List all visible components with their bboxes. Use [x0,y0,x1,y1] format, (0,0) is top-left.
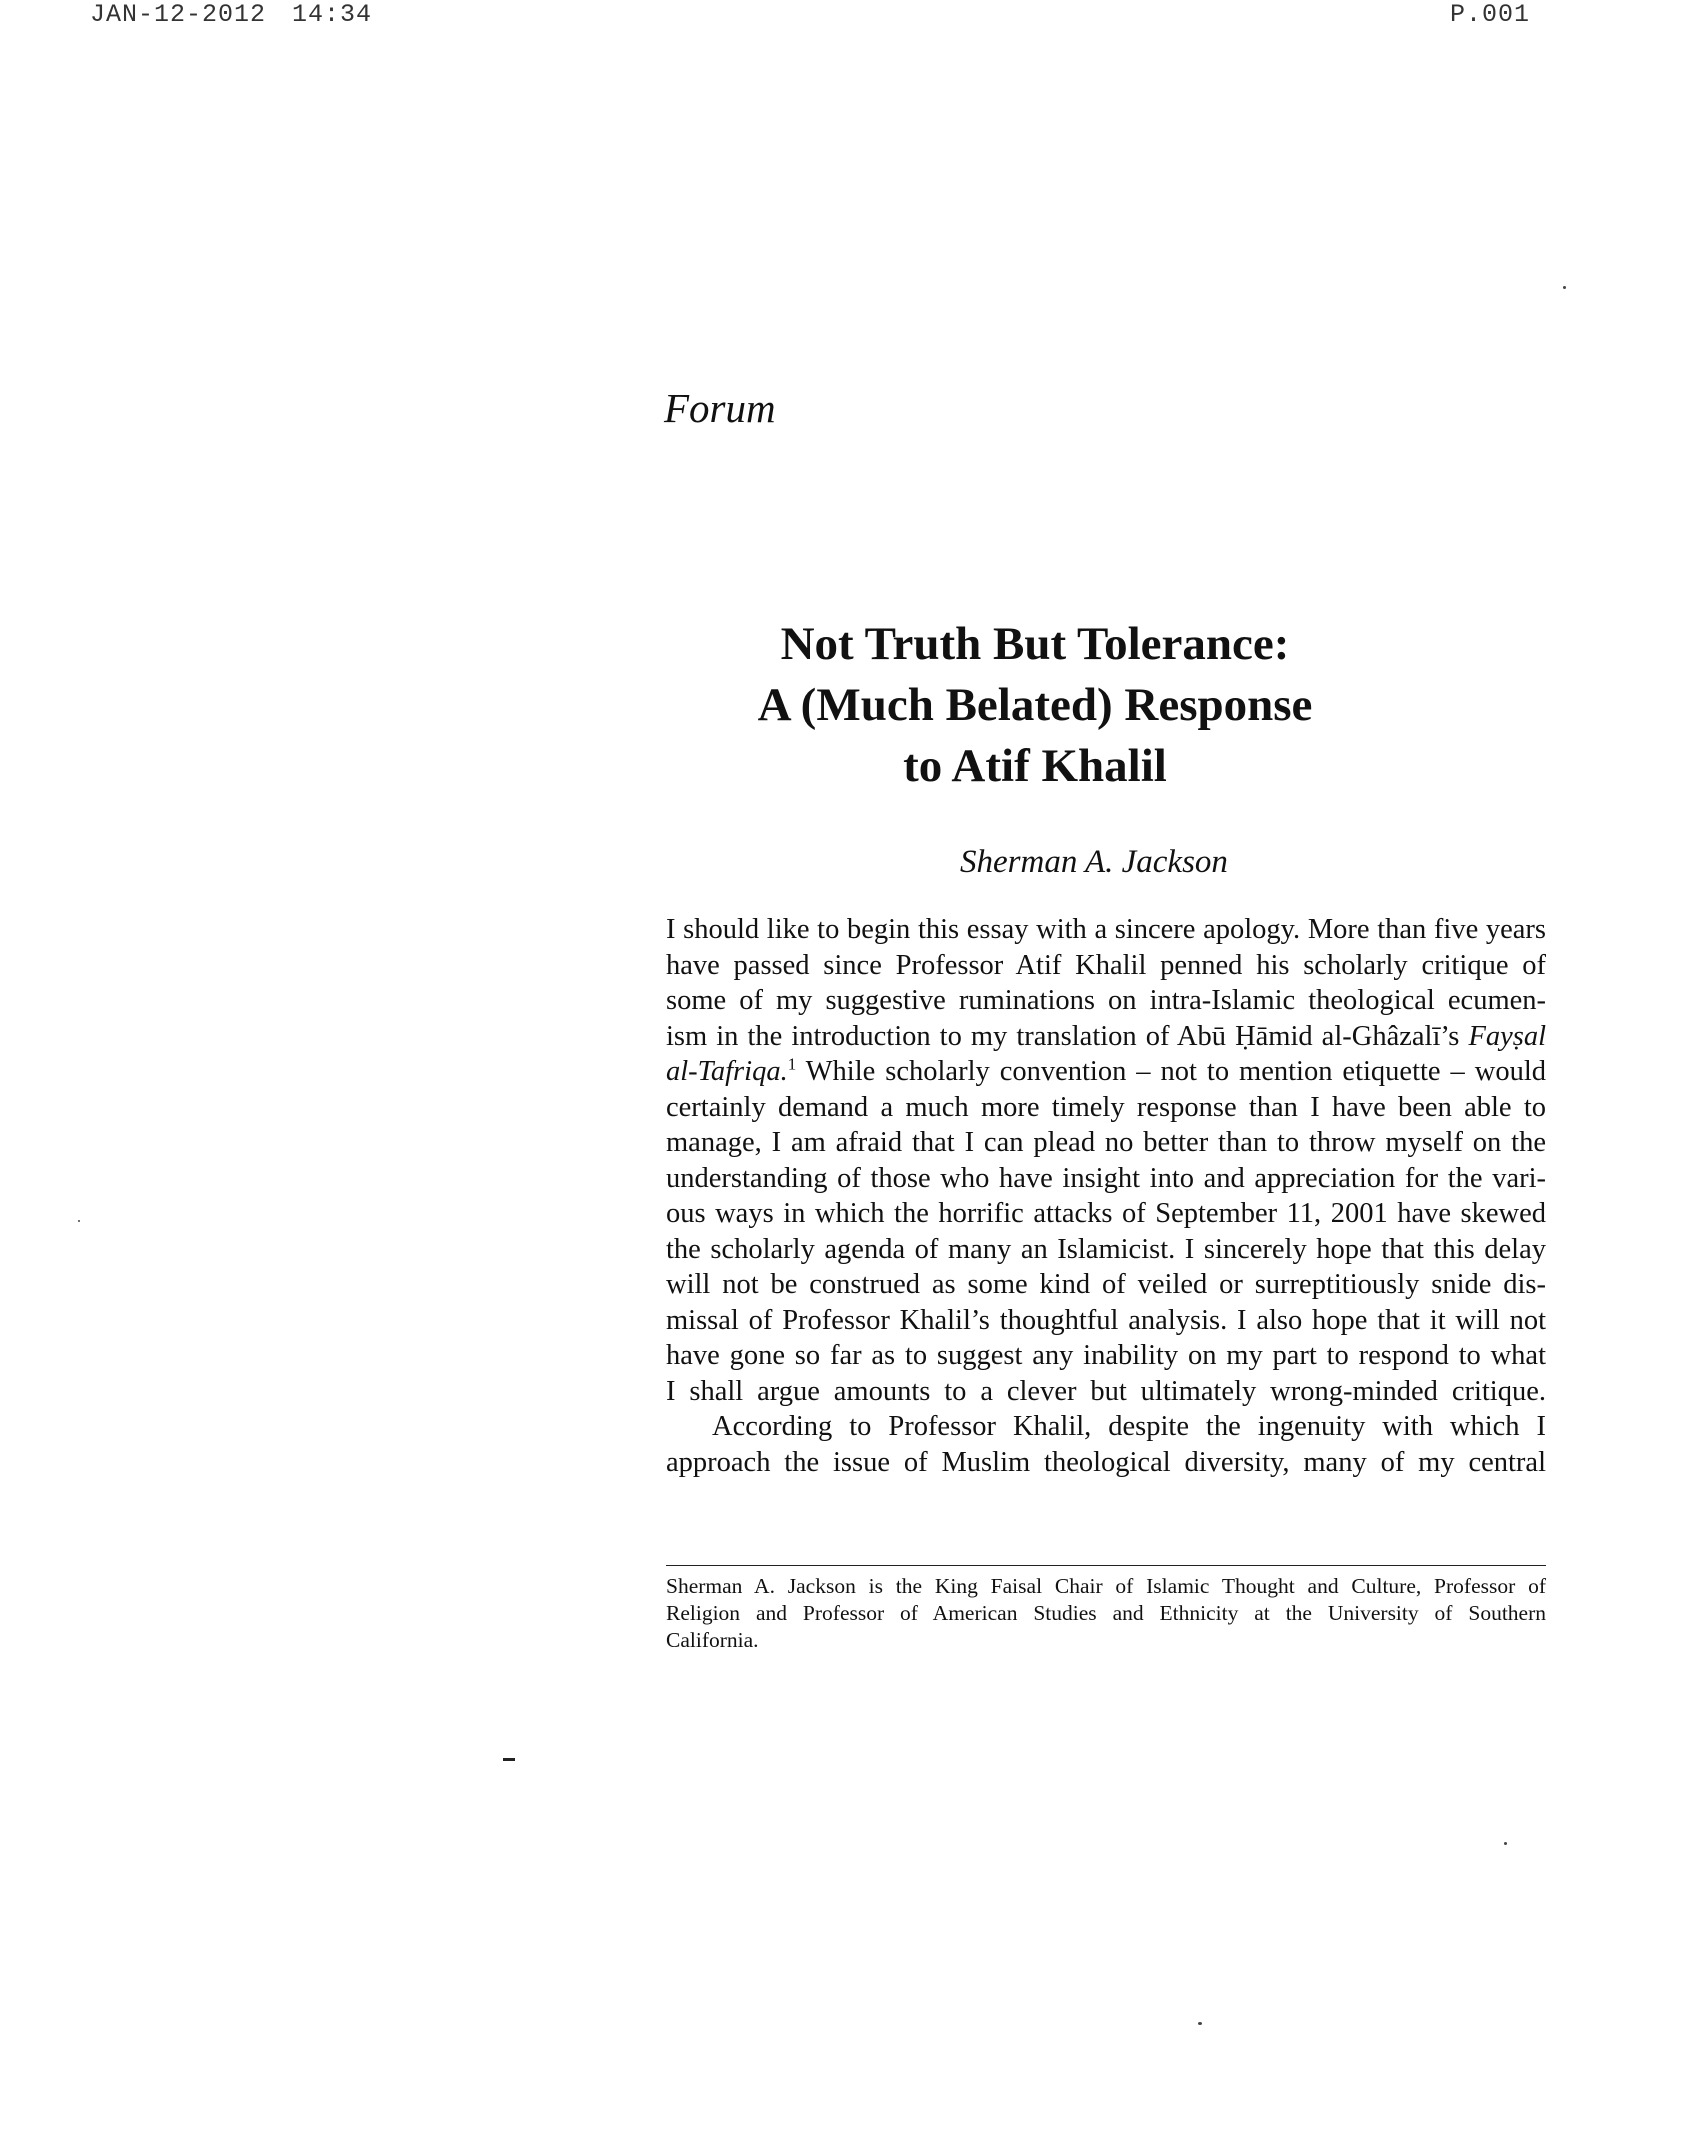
author-footnote [666,1573,1546,1654]
section-label: Forum [664,385,776,431]
fax-time: 14:34 [292,0,373,29]
body-line: approach the issue of Muslim theological diversity, many of my central [666,1446,1546,1478]
body-line: have gone so far as to suggest any inability on my part to respond to what [666,1340,1546,1371]
body-line: I shall argue amounts to a clever but ultimately wrong-minded critique. [666,1375,1546,1407]
body-line: some of my suggestive ruminations on intra-Islamic theological ecumen- [666,985,1546,1016]
footnote-line: California. [666,1628,759,1652]
footnote-marker: 1 [787,1054,797,1074]
fax-header-datetime [90,0,372,29]
body-line: ous ways in which the horrific attacks of September 11, 2001 have skewed [666,1198,1546,1229]
italic-title: al-Tafriqa. [666,1056,788,1087]
article-title [695,614,1375,797]
footnote-line: Sherman A. Jackson is the King Faisal Chair of Islamic Thought and Culture, Professor of [666,1574,1546,1598]
body-line: ism in the introduction to my translation of Abū Ḥāmid al-Ghâzalī’s Fayṣal [666,1020,1547,1052]
fax-page-number: P.001 [1449,0,1530,29]
footnote-line: Religion and Professor of American Studies and Ethnicity at the University of Southern [666,1601,1546,1625]
title-line: to Atif Khalil [903,740,1167,792]
body-line: al-Tafriqa.$^1$ While scholarly convention – not to mention etiquette – would [666,1054,1546,1087]
author-name: Sherman A. Jackson [960,844,1228,880]
body-line: According to Professor Khalil, despite the ingenuity with which I [712,1411,1546,1442]
scan-speck [1563,286,1566,289]
body-line: will not be construed as some kind of veiled or surreptitiously snide dis- [666,1269,1546,1300]
body-line: manage, I am afraid that I can plead no better than to throw myself on the [666,1127,1546,1158]
title-line: A (Much Belated) Response [757,679,1313,731]
body-line: understanding of those who have insight into and appreciation for the vari- [666,1162,1546,1194]
title-line: Not Truth But Tolerance: [780,618,1290,670]
body-line: have passed since Professor Atif Khalil penned his scholarly critique of [666,949,1546,981]
body-line: missal of Professor Khalil’s thoughtful analysis. I also hope that it will not [666,1304,1546,1336]
body-line: I should like to begin this essay with a sincere apology. More than five years [666,914,1546,945]
scan-speck [78,1220,80,1222]
article-body [666,912,1546,1480]
scan-speck [1198,2022,1202,2025]
body-line: the scholarly agenda of many an Islamicist. I sincerely hope that this delay [666,1233,1546,1265]
body-line: certainly demand a much more timely response than I have been able to [666,1091,1546,1123]
scan-speck [1504,1842,1507,1845]
fax-date: JAN-12-2012 [90,0,267,29]
scan-mark [503,1758,515,1761]
italic-title: Fayṣal [1468,1020,1547,1052]
footnote-divider [666,1565,1546,1566]
